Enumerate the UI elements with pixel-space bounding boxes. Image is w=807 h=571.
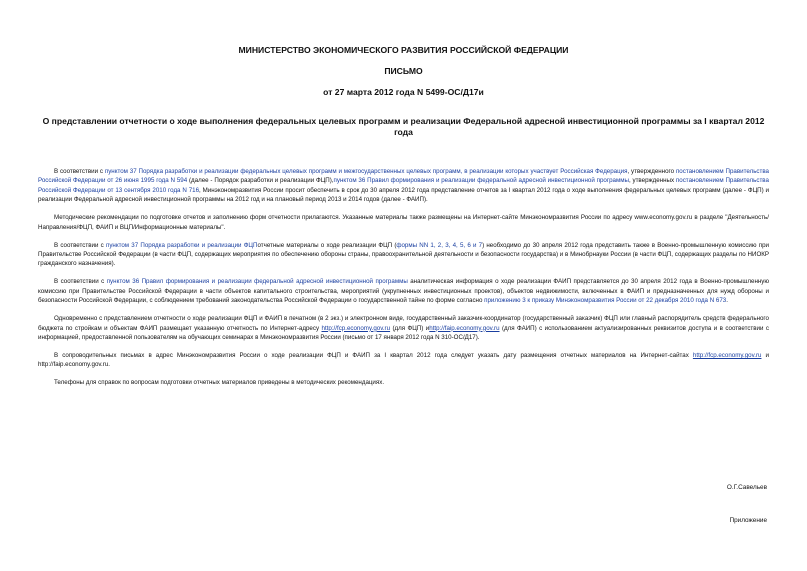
link-p36-rules[interactable]: пунктом 36 Правил формирования и реализации федеральной адресной инвестиционной программы bbox=[333, 177, 629, 185]
link-forms[interactable]: формы NN 1, 2, 3, 4, 5, 6 и 7 bbox=[396, 241, 483, 249]
signature: О.Г.Савельев bbox=[726, 484, 767, 491]
paragraph-7: Телефоны для справок по вопросам подготовки отчетных материалов приведены в методических рекомендациях. bbox=[54, 379, 385, 387]
doc-type-heading: ПИСЬМО bbox=[384, 66, 423, 76]
link-order-673[interactable]: приложению 3 к приказу Минэкономразвития России от 22 декабря 2010 года N 673 bbox=[484, 297, 727, 305]
date-number-heading: от 27 марта 2012 года N 5499-ОС/Д17и bbox=[323, 87, 484, 97]
paragraph-5: Одновременно с представлением отчетности о ходе реализации ФЦП и ФАИП в печатном (в 2 экз.) и электронном виде, государственный заказчик-координатор (государственный заказчик) ФЦП или главный распорядитель средств федерального бюджета по стройкам и объектам ФАИП размещает указанную отчетность по Интернет-адресу http://fcp.economy.gov.ru (для ФЦП) иhttp://faip.economy.gov.ru (для ФАИП) с использованием актуализированных реквизитов доступа и в соответствии с информацией, предоставленной пользователям на обучающих семинарах в Минэкономразвития России (письмо от 17 января 2012 года N 310-ОС/Д17). bbox=[38, 315, 769, 342]
link-p36-faip[interactable]: пунктом 36 Правил формирования и реализации федеральной адресной инвестиционной программы bbox=[106, 278, 408, 286]
link-p37-order[interactable]: пунктом 37 Порядка разработки и реализации федеральных целевых программ и межгосударственных целевых программ, в реализации которых участвует Российская Федерация bbox=[104, 168, 628, 175]
paragraph-2: Методические рекомендации по подготовке отчетов и заполнению форм отчетности прилагаются. Указанные материалы также размещены на Интернет-сайте Минэкономразвития России по адресу www.economy.gov.ru в разделе "Деятельность/Направления/ФЦП, ФАИП и ВЦП/Информационные материалы". bbox=[38, 214, 769, 231]
attachment-label: Приложение bbox=[729, 517, 767, 524]
link-faip-site[interactable]: http://faip.economy.gov.ru bbox=[429, 324, 500, 332]
document-title: О представлении отчетности о ходе выполнения федеральных целевых программ и реализации Федеральной адресной инвестиционной программы за I квартал 2012 года bbox=[42, 116, 765, 137]
paragraph-6: В сопроводительных письмах в адрес Минэкономразвития России о ходе реализации ФЦП и ФАИП за I квартал 2012 года следует указать дату размещения отчетных материалов на Интернет-сайтах http://fcp.economy.gov.ru и http://faip.economy.gov.ru. bbox=[38, 352, 769, 369]
link-resolution-716[interactable]: постановлением Правительства Российской Федерации от 13 сентября 2010 года N 716 bbox=[38, 177, 769, 194]
link-fcp-site-2[interactable]: http://fcp.economy.gov.ru bbox=[692, 352, 762, 360]
paragraph-4: В соответствии с пунктом 36 Правил формирования и реализации федеральной адресной инвестиционной программы аналитическая информация о ходе реализации ФАИП представляется до 30 апреля 2012 года в Военно-промышленную комиссию при Правительстве Российской Федерации в части объектов капитального строительства, мероприятий (укрупненных инвестиционных проектов), объектов недвижимости, включенных в ФАИП и предназначенных для нужд обороны и безопасности Российской Федерации, с соблюдением требований законодательства Российской Федерации о государственной тайне по форме согласно приложению 3 к приказу Минэкономразвития России от 22 декабря 2010 года N 673. bbox=[38, 278, 770, 305]
link-fcp-site[interactable]: http://fcp.economy.gov.ru bbox=[321, 324, 391, 332]
document-body bbox=[38, 167, 769, 396]
link-resolution-594[interactable]: постановлением Правительства Российской Федерации от 26 июня 1995 года N 594 bbox=[38, 168, 770, 185]
paragraph-1: В соответствии с пунктом 37 Порядка разработки и реализации федеральных целевых программ и межгосударственных целевых программ, в реализации которых участвует Российская Федерация, утвержденного постановлением Правительства Российской Федерации от 26 июня 1995 года N 594 (далее - Порядок разработки и реализации ФЦП),пунктом 36 Правил формирования и реализации федеральной адресной инвестиционной программы, утвержденных постановлением Правительства Российской Федерации от 13 сентября 2010 года N 716, Минэкономразвития России просит обеспечить в срок до 30 апреля 2012 года представление отчетов за I квартал 2012 года о ходе выполнения федеральных целевых программ (далее - ФЦП) и реализации Федеральной адресной инвестиционной программы на 2012 год и на плановый период 2013 и 2014 годов (далее - ФАИП). bbox=[38, 168, 770, 204]
link-p37-fcp[interactable]: пунктом 37 Порядка разработки и реализации ФЦП bbox=[105, 241, 258, 249]
ministry-heading: МИНИСТЕРСТВО ЭКОНОМИЧЕСКОГО РАЗВИТИЯ РОССИЙСКОЙ ФЕДЕРАЦИИ bbox=[238, 45, 569, 55]
paragraph-3: В соответствии с пунктом 37 Порядка разработки и реализации ФЦПотчетные материалы о ходе реализации ФЦП (формы NN 1, 2, 3, 4, 5, 6 и 7) необходимо до 30 апреля 2012 года представить также в Военно-промышленную комиссию при Правительстве Российской Федерации (в части ФЦП, содержащих мероприятия по обеспечению обороны страны, правоохранительной деятельности и безопасности государства) и в Минобрнауки России (в части ФЦП, содержащих разделы по НИОКР гражданского назначения). bbox=[38, 241, 769, 268]
